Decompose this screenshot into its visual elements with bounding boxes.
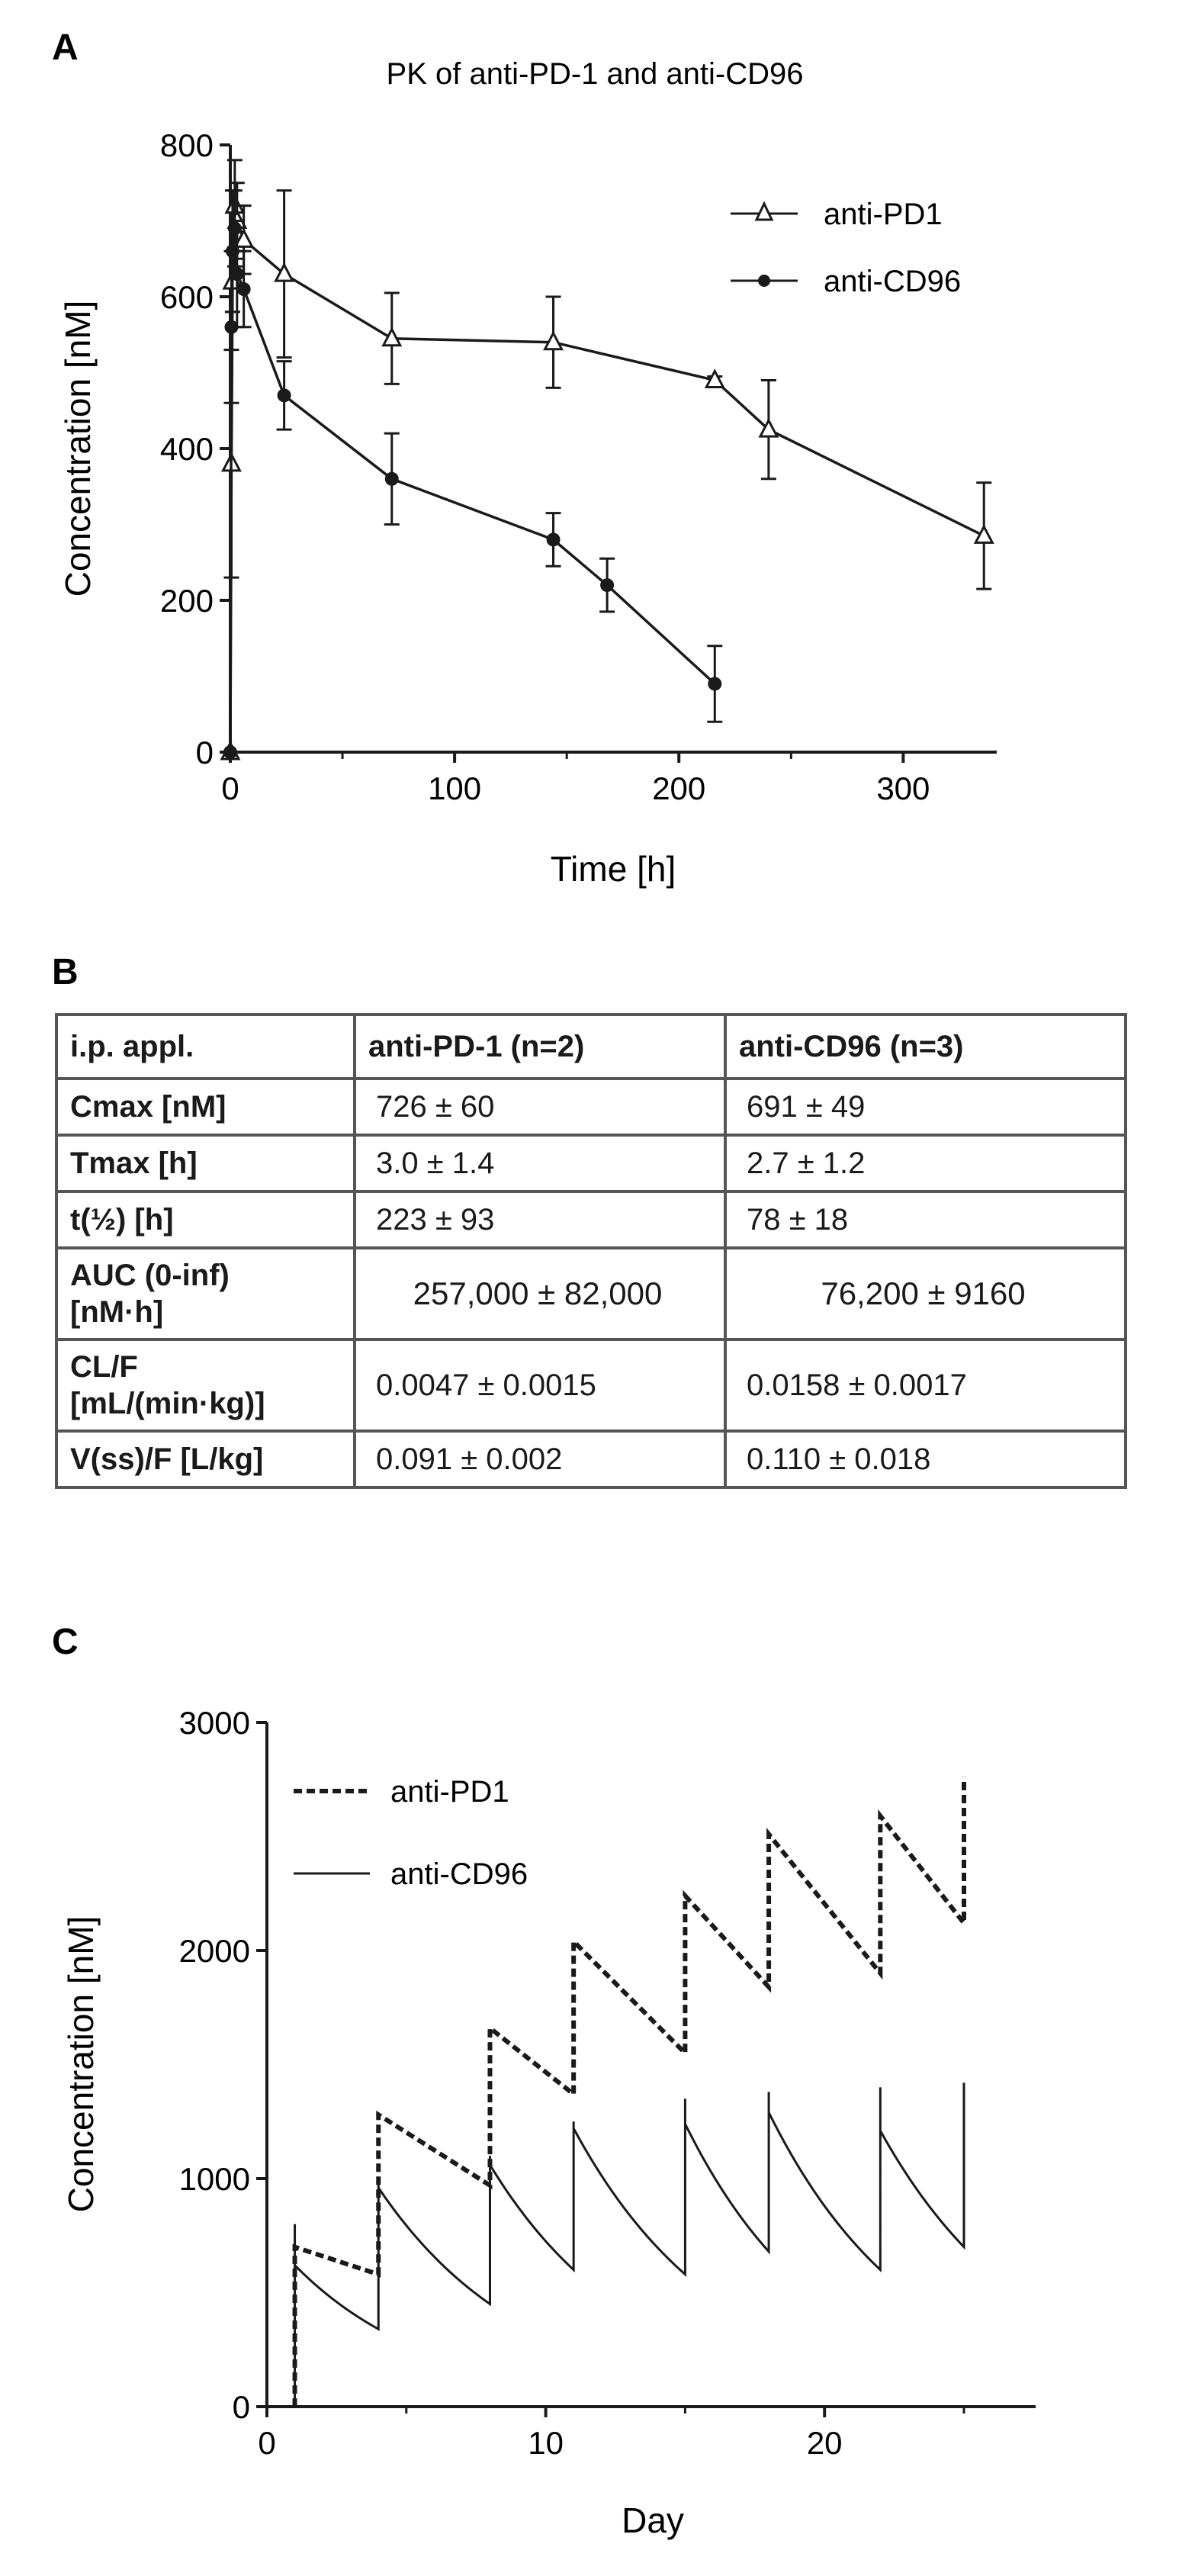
table-row-label [56, 1431, 355, 1487]
table-header-row [56, 1015, 1126, 1079]
chart-c-legend-cd96: anti-CD96 [390, 1857, 528, 1891]
table-row-label [56, 1135, 355, 1192]
table-row [56, 1431, 1126, 1487]
pk-parameters-table [55, 1013, 1127, 1489]
series-anti-cd96 [223, 191, 722, 759]
table-cell-anti-cd96: 0.0158 ± 0.0017 [725, 1339, 1126, 1431]
table-cell-anti-cd96: 691 ± 49 [725, 1079, 1126, 1135]
x-tick-label: 20 [806, 2425, 843, 2461]
y-tick-label: 0 [195, 735, 214, 770]
x-tick-label: 0 [221, 770, 239, 806]
chart-a-title: PK of anti-PD-1 and anti-CD96 [386, 57, 804, 91]
table-row-label [56, 1248, 355, 1339]
row-label-line: [nM·h] [70, 1295, 164, 1329]
table-cell-anti-cd96: 0.110 ± 0.018 [725, 1431, 1126, 1487]
data-point-circle [547, 532, 561, 546]
legend-circle-marker [758, 275, 770, 287]
table-row [56, 1339, 1126, 1431]
y-tick-label: 0 [232, 2389, 250, 2425]
chart-a-legend-cd96: anti-CD96 [824, 265, 962, 298]
x-tick-label: 10 [528, 2425, 564, 2461]
table-cell-anti-pd1: 257,000 ± 82,000 [355, 1248, 725, 1339]
data-point-circle [230, 267, 244, 281]
panel-letter-a: A [52, 27, 79, 68]
table-header-cell: i.p. appl. [56, 1015, 355, 1079]
series-anti-pd1 [222, 160, 992, 759]
table-header-cell: anti-PD-1 (n=2) [355, 1015, 725, 1079]
table-cell-anti-pd1: 726 ± 60 [355, 1079, 725, 1135]
y-tick-label: 200 [159, 583, 214, 619]
row-label-line: t(½) [h] [70, 1203, 174, 1237]
table-row-label [56, 1079, 355, 1135]
x-tick-label: 300 [876, 770, 930, 806]
row-label-line: CL/F [70, 1350, 138, 1384]
table-cell-anti-pd1: 3.0 ± 1.4 [355, 1135, 725, 1192]
table-cell-anti-cd96: 2.7 ± 1.2 [725, 1135, 1126, 1192]
y-tick-label: 400 [159, 431, 214, 467]
y-tick-label: 800 [159, 127, 214, 163]
chart-a-y-label: Concentration [nM] [58, 300, 98, 597]
table-row [56, 1079, 1126, 1135]
table-row [56, 1248, 1126, 1339]
x-tick-label: 100 [428, 770, 482, 806]
data-point-circle [385, 472, 399, 486]
row-label-line: V(ss)/F [L/kg] [70, 1442, 264, 1476]
panel-c-chart [61, 1705, 1036, 2540]
chart-c-y-label: Concentration [nM] [61, 1915, 101, 2213]
series-anti-cd96 [295, 2082, 964, 2407]
y-tick-label: 600 [159, 279, 214, 315]
x-tick-label: 0 [258, 2425, 276, 2461]
table-row [56, 1135, 1126, 1192]
y-tick-label: 1000 [178, 2161, 250, 2197]
table-header-cell: anti-CD96 (n=3) [725, 1015, 1126, 1079]
y-tick-label: 2000 [178, 1933, 250, 1969]
data-point-triangle [276, 265, 293, 281]
table-row-label [56, 1339, 355, 1431]
chart-c-x-label: Day [622, 2500, 684, 2540]
data-point-circle [228, 221, 242, 235]
panel-letter-b: B [52, 952, 79, 992]
table-cell-anti-cd96: 78 ± 18 [725, 1192, 1126, 1248]
table-cell-anti-cd96: 76,200 ± 9160 [725, 1248, 1126, 1339]
series-line [230, 228, 715, 752]
chart-a-legend [731, 198, 961, 298]
chart-a-x-label: Time [h] [550, 849, 676, 889]
chart-a-legend-pd1: anti-PD1 [824, 198, 943, 231]
chart-c-legend-pd1: anti-PD1 [390, 1775, 509, 1809]
table-cell-anti-pd1: 223 ± 93 [355, 1192, 725, 1248]
data-point-circle [708, 677, 721, 690]
table-row-label [56, 1192, 355, 1248]
row-label-line: Tmax [h] [70, 1146, 198, 1180]
data-point-triangle [975, 526, 992, 542]
data-point-circle [600, 578, 614, 592]
legend-triangle-marker [757, 204, 772, 220]
panel-letter-c: C [52, 1622, 79, 1662]
row-label-line: [mL/(min·kg)] [70, 1387, 265, 1420]
row-label-line: AUC (0-inf) [70, 1259, 230, 1292]
series-line [295, 2082, 964, 2407]
y-tick-label: 3000 [178, 1705, 250, 1741]
row-label-line: Cmax [nM] [70, 1090, 226, 1124]
data-point-circle [223, 745, 237, 759]
table-cell-anti-pd1: 0.0047 ± 0.0015 [355, 1339, 725, 1431]
panel-a-chart [58, 57, 997, 889]
table-cell-anti-pd1: 0.091 ± 0.002 [355, 1431, 725, 1487]
x-tick-label: 200 [652, 770, 706, 806]
data-point-circle [237, 282, 251, 296]
chart-c-legend [294, 1775, 528, 1891]
data-point-circle [278, 388, 291, 402]
table-row [56, 1192, 1126, 1248]
